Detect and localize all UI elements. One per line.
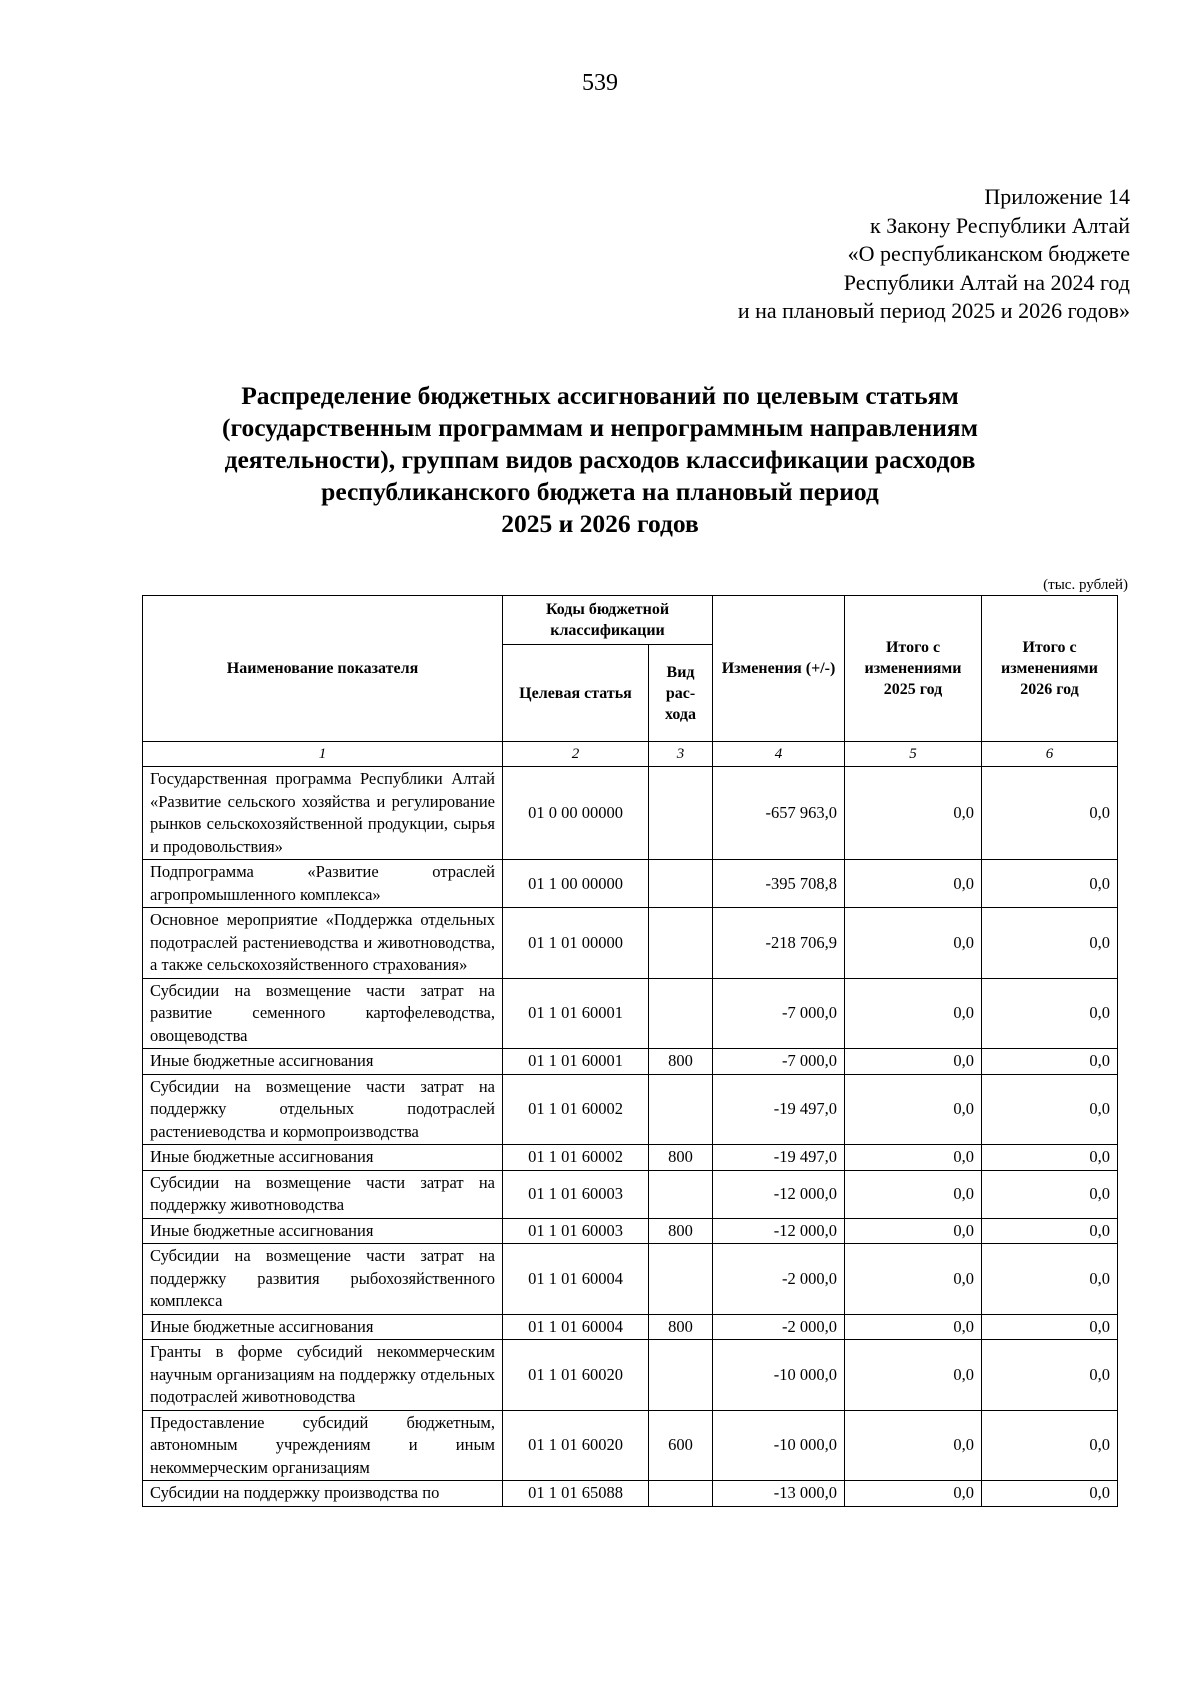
row-total-2026-cell: 0,0 bbox=[982, 978, 1118, 1049]
row-name-cell: Иные бюджетные ассигнования bbox=[143, 1145, 503, 1171]
row-change-cell: -7 000,0 bbox=[713, 978, 845, 1049]
row-change-cell: -12 000,0 bbox=[713, 1170, 845, 1218]
row-total-2025-cell: 0,0 bbox=[845, 1314, 982, 1340]
row-total-2025-cell: 0,0 bbox=[845, 1218, 982, 1244]
page-number: 539 bbox=[582, 70, 618, 96]
row-name-cell: Субсидии на возмещение части затрат на поддержку отдельных подотраслей растениеводства и кормопроизводства bbox=[143, 1074, 503, 1145]
row-name-cell: Основное мероприятие «Поддержка отдельных подотраслей растениеводства и животноводства, а также сельскохозяйственного страхования» bbox=[143, 908, 503, 979]
row-type-cell: 600 bbox=[649, 1410, 713, 1481]
table-row bbox=[143, 1481, 1118, 1507]
row-total-2026-cell: 0,0 bbox=[982, 1074, 1118, 1145]
row-type-cell bbox=[649, 1481, 713, 1507]
appendix-line: «О республиканском бюджете bbox=[847, 241, 1130, 266]
appendix-block bbox=[738, 183, 1130, 326]
column-number: 5 bbox=[845, 742, 982, 767]
row-code-cell: 01 1 00 00000 bbox=[503, 860, 649, 908]
row-change-cell: -13 000,0 bbox=[713, 1481, 845, 1507]
row-total-2025-cell: 0,0 bbox=[845, 860, 982, 908]
row-change-cell: -10 000,0 bbox=[713, 1410, 845, 1481]
table-body bbox=[143, 767, 1118, 1507]
row-total-2025-cell: 0,0 bbox=[845, 1410, 982, 1481]
title-line: республиканского бюджета на плановый период bbox=[321, 477, 879, 506]
row-name-cell: Предоставление субсидий бюджетным, автономным учреждениям и иным некоммерческим организациям bbox=[143, 1410, 503, 1481]
table-row bbox=[143, 1410, 1118, 1481]
row-total-2026-cell: 0,0 bbox=[982, 1049, 1118, 1075]
row-total-2026-cell: 0,0 bbox=[982, 908, 1118, 979]
row-name-cell: Субсидии на возмещение части затрат на поддержку развития рыбохозяйственного комплекса bbox=[143, 1244, 503, 1315]
table-row bbox=[143, 1049, 1118, 1075]
title-line: 2025 и 2026 годов bbox=[501, 509, 699, 538]
header-codes: Коды бюджетной классификации bbox=[503, 596, 713, 645]
row-type-cell bbox=[649, 1340, 713, 1411]
units-label: (тыс. рублей) bbox=[1043, 577, 1128, 593]
row-total-2025-cell: 0,0 bbox=[845, 978, 982, 1049]
row-type-cell bbox=[649, 978, 713, 1049]
row-name-cell: Государственная программа Республики Алтай «Развитие сельского хозяйства и регулирование рынков сельскохозяйственной продукции, сырья и продовольствия» bbox=[143, 767, 503, 860]
row-type-cell: 800 bbox=[649, 1049, 713, 1075]
row-type-cell bbox=[649, 1074, 713, 1145]
title-line: Распределение бюджетных ассигнований по целевым статьям bbox=[241, 381, 959, 410]
row-name-cell: Иные бюджетные ассигнования bbox=[143, 1049, 503, 1075]
header-name: Наименование показателя bbox=[143, 596, 503, 742]
row-code-cell: 01 1 01 60002 bbox=[503, 1145, 649, 1171]
row-name-cell: Субсидии на возмещение части затрат на развитие семенного картофелеводства, овощеводства bbox=[143, 978, 503, 1049]
column-number: 4 bbox=[713, 742, 845, 767]
header-total-2026: Итого с изменениями 2026 год bbox=[982, 596, 1118, 742]
document-title bbox=[140, 380, 1060, 540]
row-total-2026-cell: 0,0 bbox=[982, 1481, 1118, 1507]
row-total-2026-cell: 0,0 bbox=[982, 860, 1118, 908]
row-total-2025-cell: 0,0 bbox=[845, 1074, 982, 1145]
row-total-2025-cell: 0,0 bbox=[845, 908, 982, 979]
row-type-cell bbox=[649, 767, 713, 860]
row-change-cell: -2 000,0 bbox=[713, 1314, 845, 1340]
row-change-cell: -19 497,0 bbox=[713, 1074, 845, 1145]
row-total-2026-cell: 0,0 bbox=[982, 1314, 1118, 1340]
table-row bbox=[143, 1340, 1118, 1411]
row-total-2025-cell: 0,0 bbox=[845, 1170, 982, 1218]
row-type-cell: 800 bbox=[649, 1218, 713, 1244]
row-type-cell: 800 bbox=[649, 1314, 713, 1340]
table-row bbox=[143, 767, 1118, 860]
title-line: деятельности), группам видов расходов классификации расходов bbox=[224, 445, 976, 474]
row-change-cell: -657 963,0 bbox=[713, 767, 845, 860]
row-change-cell: -218 706,9 bbox=[713, 908, 845, 979]
header-change: Изменения (+/-) bbox=[713, 596, 845, 742]
title-line: (государственным программам и непрограммным направлениям bbox=[222, 413, 978, 442]
row-total-2026-cell: 0,0 bbox=[982, 1145, 1118, 1171]
row-change-cell: -19 497,0 bbox=[713, 1145, 845, 1171]
row-total-2025-cell: 0,0 bbox=[845, 1340, 982, 1411]
row-name-cell: Субсидии на поддержку производства по bbox=[143, 1481, 503, 1507]
table-row bbox=[143, 1170, 1118, 1218]
table-row bbox=[143, 1074, 1118, 1145]
row-name-cell: Иные бюджетные ассигнования bbox=[143, 1314, 503, 1340]
budget-table bbox=[142, 595, 1118, 1507]
row-change-cell: -2 000,0 bbox=[713, 1244, 845, 1315]
row-name-cell: Иные бюджетные ассигнования bbox=[143, 1218, 503, 1244]
appendix-line: Приложение 14 bbox=[984, 184, 1130, 209]
row-type-cell bbox=[649, 908, 713, 979]
appendix-line: к Закону Республики Алтай bbox=[870, 212, 1130, 238]
table-row bbox=[143, 1218, 1118, 1244]
row-total-2026-cell: 0,0 bbox=[982, 1244, 1118, 1315]
row-total-2026-cell: 0,0 bbox=[982, 1340, 1118, 1411]
row-code-cell: 01 1 01 60002 bbox=[503, 1074, 649, 1145]
table-row bbox=[143, 1244, 1118, 1315]
header-total-2025: Итого с изменениями 2025 год bbox=[845, 596, 982, 742]
header-target: Целевая статья bbox=[503, 645, 649, 742]
row-name-cell: Гранты в форме субсидий некоммерческим научным организациям на поддержку отдельных подотраслей животноводства bbox=[143, 1340, 503, 1411]
row-total-2026-cell: 0,0 bbox=[982, 1218, 1118, 1244]
appendix-line: Республики Алтай на 2024 год bbox=[843, 269, 1130, 295]
row-total-2025-cell: 0,0 bbox=[845, 1049, 982, 1075]
table-row bbox=[143, 1314, 1118, 1340]
row-change-cell: -395 708,8 bbox=[713, 860, 845, 908]
row-code-cell: 01 1 01 60003 bbox=[503, 1170, 649, 1218]
column-numbers-row bbox=[143, 742, 1118, 767]
header-type: Вид рас-хода bbox=[649, 645, 713, 742]
row-total-2025-cell: 0,0 bbox=[845, 767, 982, 860]
row-total-2025-cell: 0,0 bbox=[845, 1145, 982, 1171]
row-total-2025-cell: 0,0 bbox=[845, 1481, 982, 1507]
row-code-cell: 01 1 01 60004 bbox=[503, 1244, 649, 1315]
row-change-cell: -12 000,0 bbox=[713, 1218, 845, 1244]
table-row bbox=[143, 1145, 1118, 1171]
row-type-cell: 800 bbox=[649, 1145, 713, 1171]
column-number: 3 bbox=[649, 742, 713, 767]
row-code-cell: 01 1 01 60004 bbox=[503, 1314, 649, 1340]
table-row bbox=[143, 978, 1118, 1049]
row-total-2026-cell: 0,0 bbox=[982, 1410, 1118, 1481]
row-type-cell bbox=[649, 1170, 713, 1218]
appendix-line: и на плановый период 2025 и 2026 годов» bbox=[737, 298, 1130, 323]
row-code-cell: 01 0 00 00000 bbox=[503, 767, 649, 860]
row-type-cell bbox=[649, 1244, 713, 1315]
row-total-2026-cell: 0,0 bbox=[982, 1170, 1118, 1218]
row-total-2025-cell: 0,0 bbox=[845, 1244, 982, 1315]
row-change-cell: -10 000,0 bbox=[713, 1340, 845, 1411]
row-change-cell: -7 000,0 bbox=[713, 1049, 845, 1075]
row-name-cell: Подпрограмма «Развитие отраслей агропромышленного комплекса» bbox=[143, 860, 503, 908]
row-code-cell: 01 1 01 60003 bbox=[503, 1218, 649, 1244]
column-number: 2 bbox=[503, 742, 649, 767]
row-code-cell: 01 1 01 60020 bbox=[503, 1410, 649, 1481]
row-code-cell: 01 1 01 00000 bbox=[503, 908, 649, 979]
row-type-cell bbox=[649, 860, 713, 908]
row-code-cell: 01 1 01 60001 bbox=[503, 978, 649, 1049]
table-row bbox=[143, 908, 1118, 979]
row-code-cell: 01 1 01 60001 bbox=[503, 1049, 649, 1075]
row-code-cell: 01 1 01 65088 bbox=[503, 1481, 649, 1507]
column-number: 6 bbox=[982, 742, 1118, 767]
row-code-cell: 01 1 01 60020 bbox=[503, 1340, 649, 1411]
row-name-cell: Субсидии на возмещение части затрат на поддержку животноводства bbox=[143, 1170, 503, 1218]
column-number: 1 bbox=[143, 742, 503, 767]
row-total-2026-cell: 0,0 bbox=[982, 767, 1118, 860]
table-row bbox=[143, 860, 1118, 908]
